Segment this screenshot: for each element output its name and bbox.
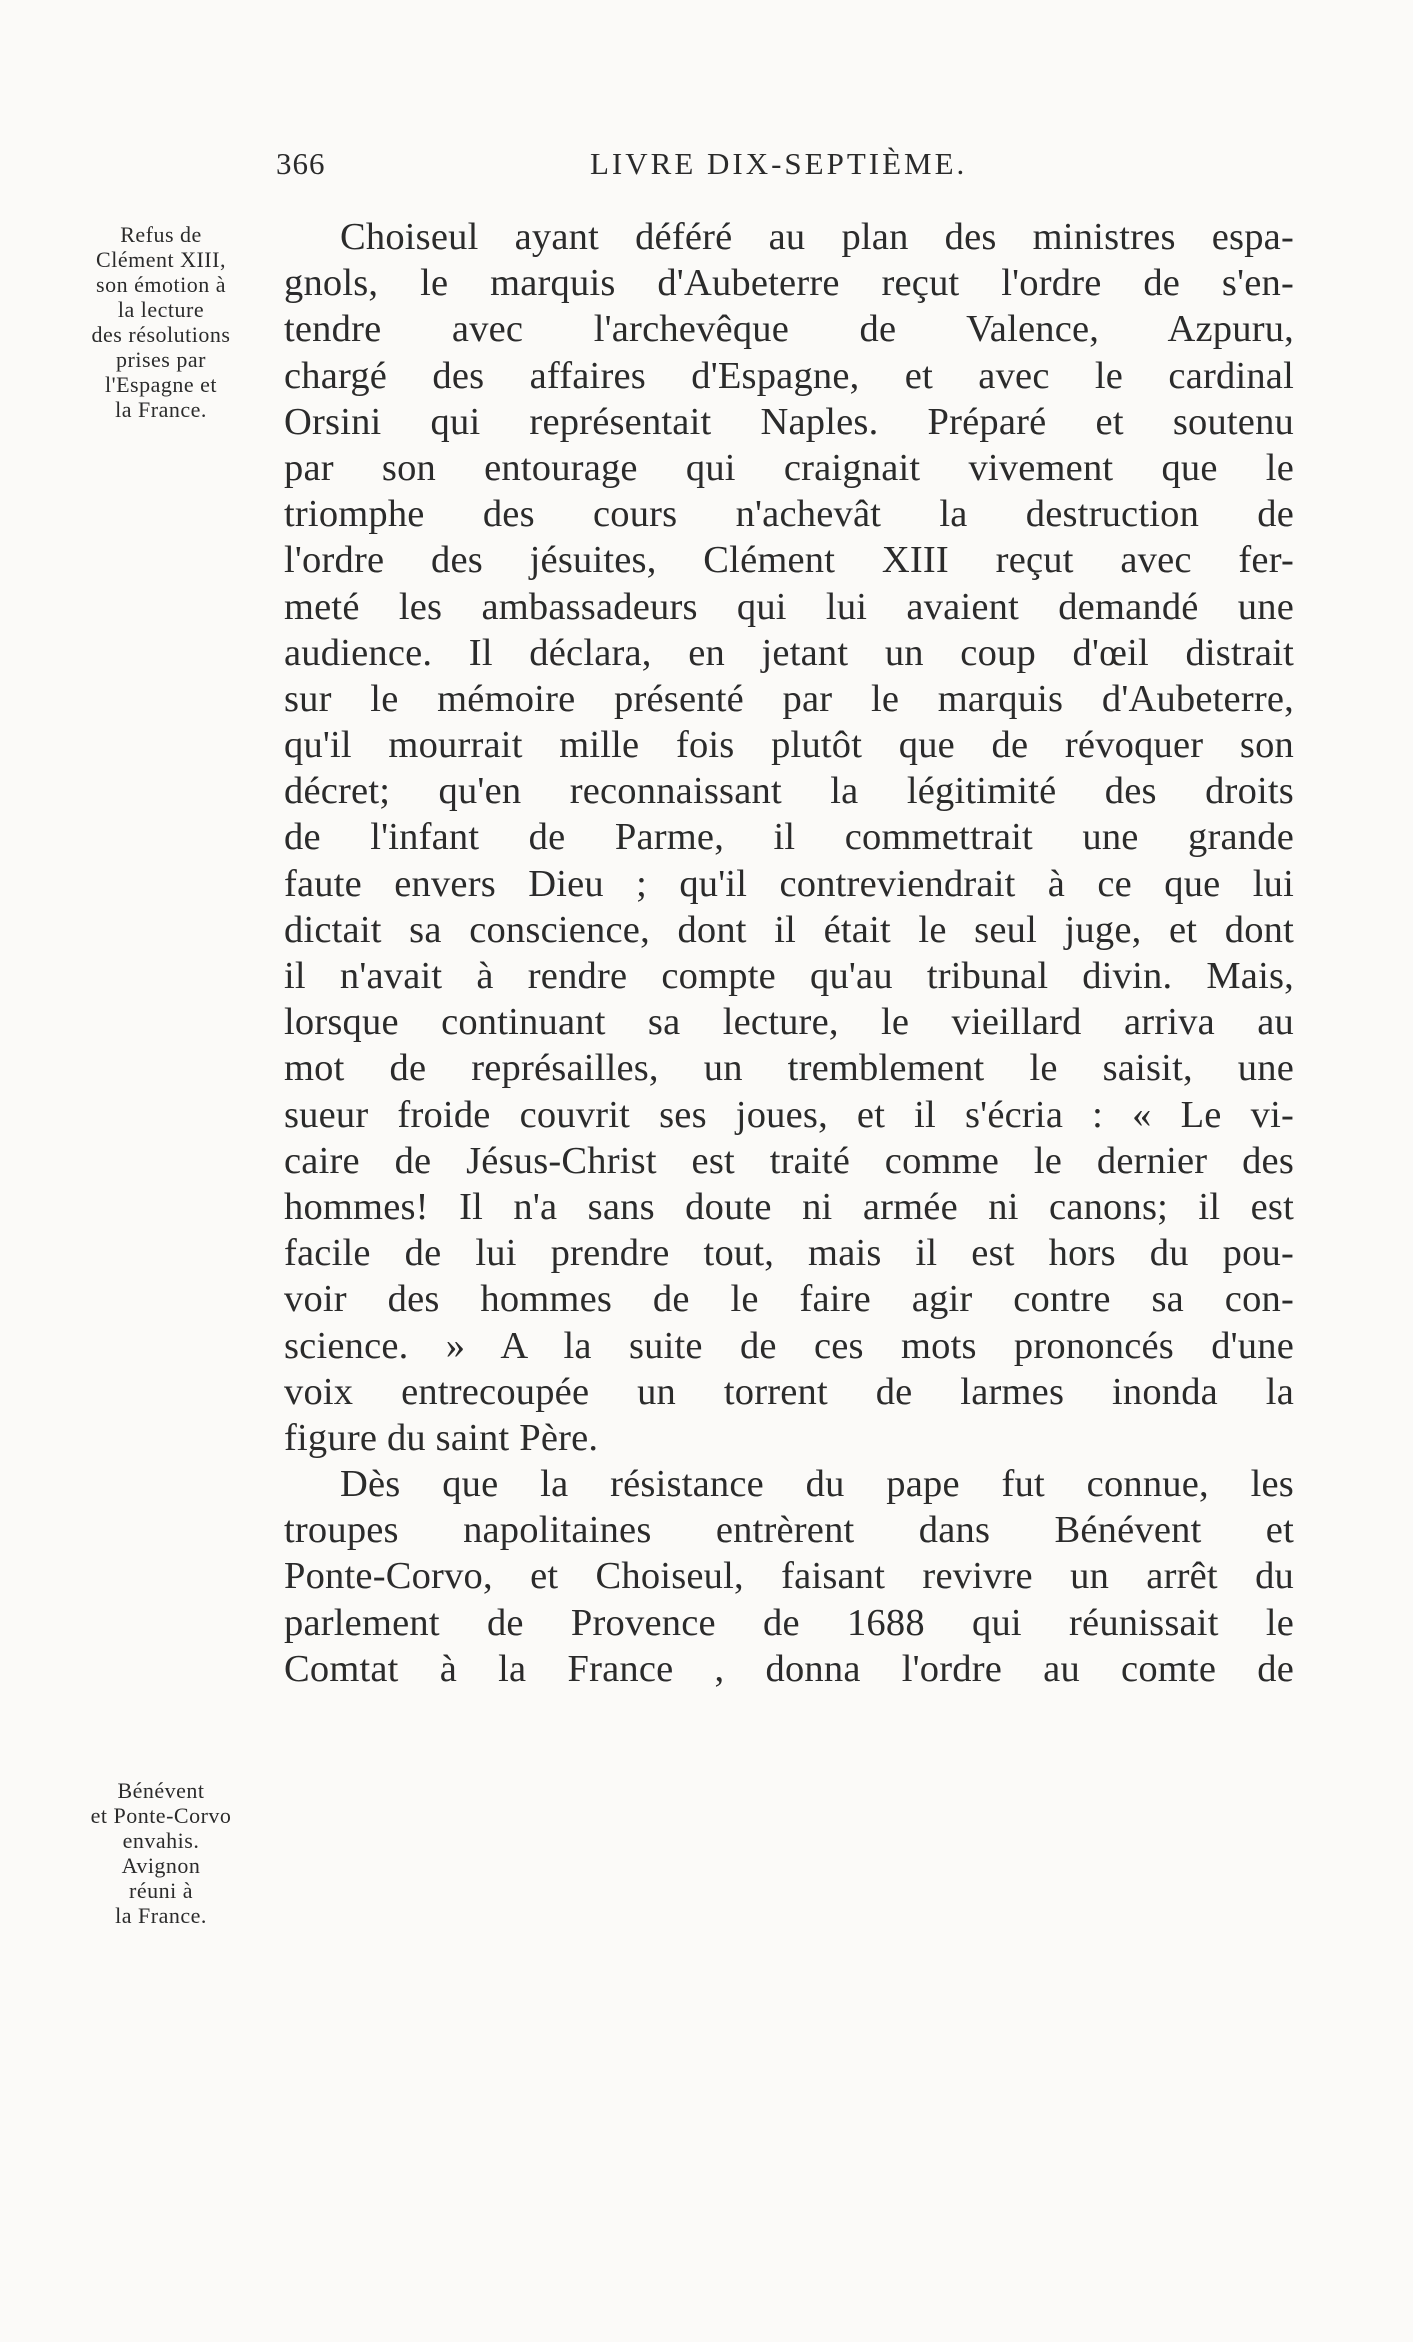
text-line: audience. Il déclara, en jetant un coup d'œil distrait xyxy=(284,631,1294,674)
text-line: figure du saint Père. xyxy=(284,1416,599,1459)
margin-note-line: et Ponte-Corvo xyxy=(90,1803,232,1828)
body-text xyxy=(284,214,1294,1692)
text-line: chargé des affaires d'Espagne, et avec le cardinal xyxy=(284,354,1294,397)
margin-note-line: Clément XIII, xyxy=(96,247,226,272)
margin-note-line: l'Espagne et xyxy=(105,372,217,397)
text-line: Dès que la résistance du pape fut connue, les xyxy=(340,1463,1294,1506)
text-line: troupes napolitaines entrèrent dans Bénévent et xyxy=(284,1509,1294,1552)
margin-note-line: la France. xyxy=(115,397,207,422)
text-line: lorsque continuant sa lecture, le vieillard arriva au xyxy=(284,1001,1294,1044)
text-line: l'ordre des jésuites, Clément XIII reçut avec fer- xyxy=(284,539,1294,582)
text-line: science. » A la suite de ces mots prononcés d'une xyxy=(284,1324,1294,1367)
margin-note-line: envahis. xyxy=(122,1828,200,1853)
text-line: de l'infant de Parme, il commettrait une grande xyxy=(284,816,1294,859)
text-line: voix entrecoupée un torrent de larmes inonda la xyxy=(284,1370,1294,1413)
text-line: Choiseul ayant déféré au plan des ministres espa- xyxy=(340,216,1294,258)
text-line: Comtat à la France , donna l'ordre au comte de xyxy=(284,1647,1294,1690)
text-line: Ponte-Corvo, et Choiseul, faisant revivre un arrêt du xyxy=(284,1555,1294,1598)
margin-note-line: prises par xyxy=(116,347,206,372)
text-line: dictait sa conscience, dont il était le seul juge, et dont xyxy=(284,908,1294,951)
text-line: parlement de Provence de 1688 qui réunissait le xyxy=(284,1601,1294,1644)
text-line: Orsini qui représentait Naples. Préparé et soutenu xyxy=(284,400,1294,443)
margin-note-line: réuni à xyxy=(129,1878,193,1903)
margin-note-line: des résolutions xyxy=(91,322,231,347)
text-line: qu'il mourrait mille fois plutôt que de révoquer son xyxy=(284,724,1294,767)
text-line: voir des hommes de le faire agir contre sa con- xyxy=(284,1278,1294,1321)
paragraph-1 xyxy=(284,214,1294,1461)
margin-note-line: son émotion à xyxy=(96,272,226,297)
text-line: mot de représailles, un tremblement le saisit, une xyxy=(284,1047,1294,1090)
text-line: il n'avait à rendre compte qu'au tribunal divin. Mais, xyxy=(284,955,1294,997)
page-number: 366 xyxy=(276,146,326,181)
text-line: sur le mémoire présenté par le marquis d'Aubeterre, xyxy=(284,677,1294,720)
margin-note-benevent xyxy=(36,1778,286,1928)
text-line: faute envers Dieu ; qu'il contreviendrait à ce que lui xyxy=(284,862,1294,905)
text-line: caire de Jésus-Christ est traité comme le dernier des xyxy=(284,1139,1294,1182)
text-line: tendre avec l'archevêque de Valence, Azpuru, xyxy=(284,308,1294,351)
margin-note-line: Bénévent xyxy=(117,1778,205,1803)
running-title: LIVRE DIX-SEPTIÈME. xyxy=(590,146,968,181)
page-header xyxy=(276,146,1286,190)
margin-note-line: la France. xyxy=(115,1903,207,1928)
text-line: hommes! Il n'a sans doute ni armée ni canons; il est xyxy=(284,1185,1294,1228)
margin-note-line: Avignon xyxy=(121,1853,201,1878)
margin-note-refus xyxy=(36,222,286,422)
text-line: gnols, le marquis d'Aubeterre reçut l'ordre de s'en- xyxy=(284,262,1294,305)
paragraph-2 xyxy=(284,1461,1294,1692)
text-line: meté les ambassadeurs qui lui avaient demandé une xyxy=(284,585,1294,628)
text-line: décret; qu'en reconnaissant la légitimité des droits xyxy=(284,770,1294,813)
text-line: triomphe des cours n'achevât la destruction de xyxy=(284,493,1294,536)
margin-note-line: Refus de xyxy=(120,222,202,247)
text-line: par son entourage qui craignait vivement que le xyxy=(284,446,1294,489)
text-line: facile de lui prendre tout, mais il est hors du pou- xyxy=(284,1232,1294,1275)
text-line: sueur froide couvrit ses joues, et il s'écria : « Le vi- xyxy=(284,1093,1294,1136)
margin-note-line: la lecture xyxy=(117,297,205,322)
